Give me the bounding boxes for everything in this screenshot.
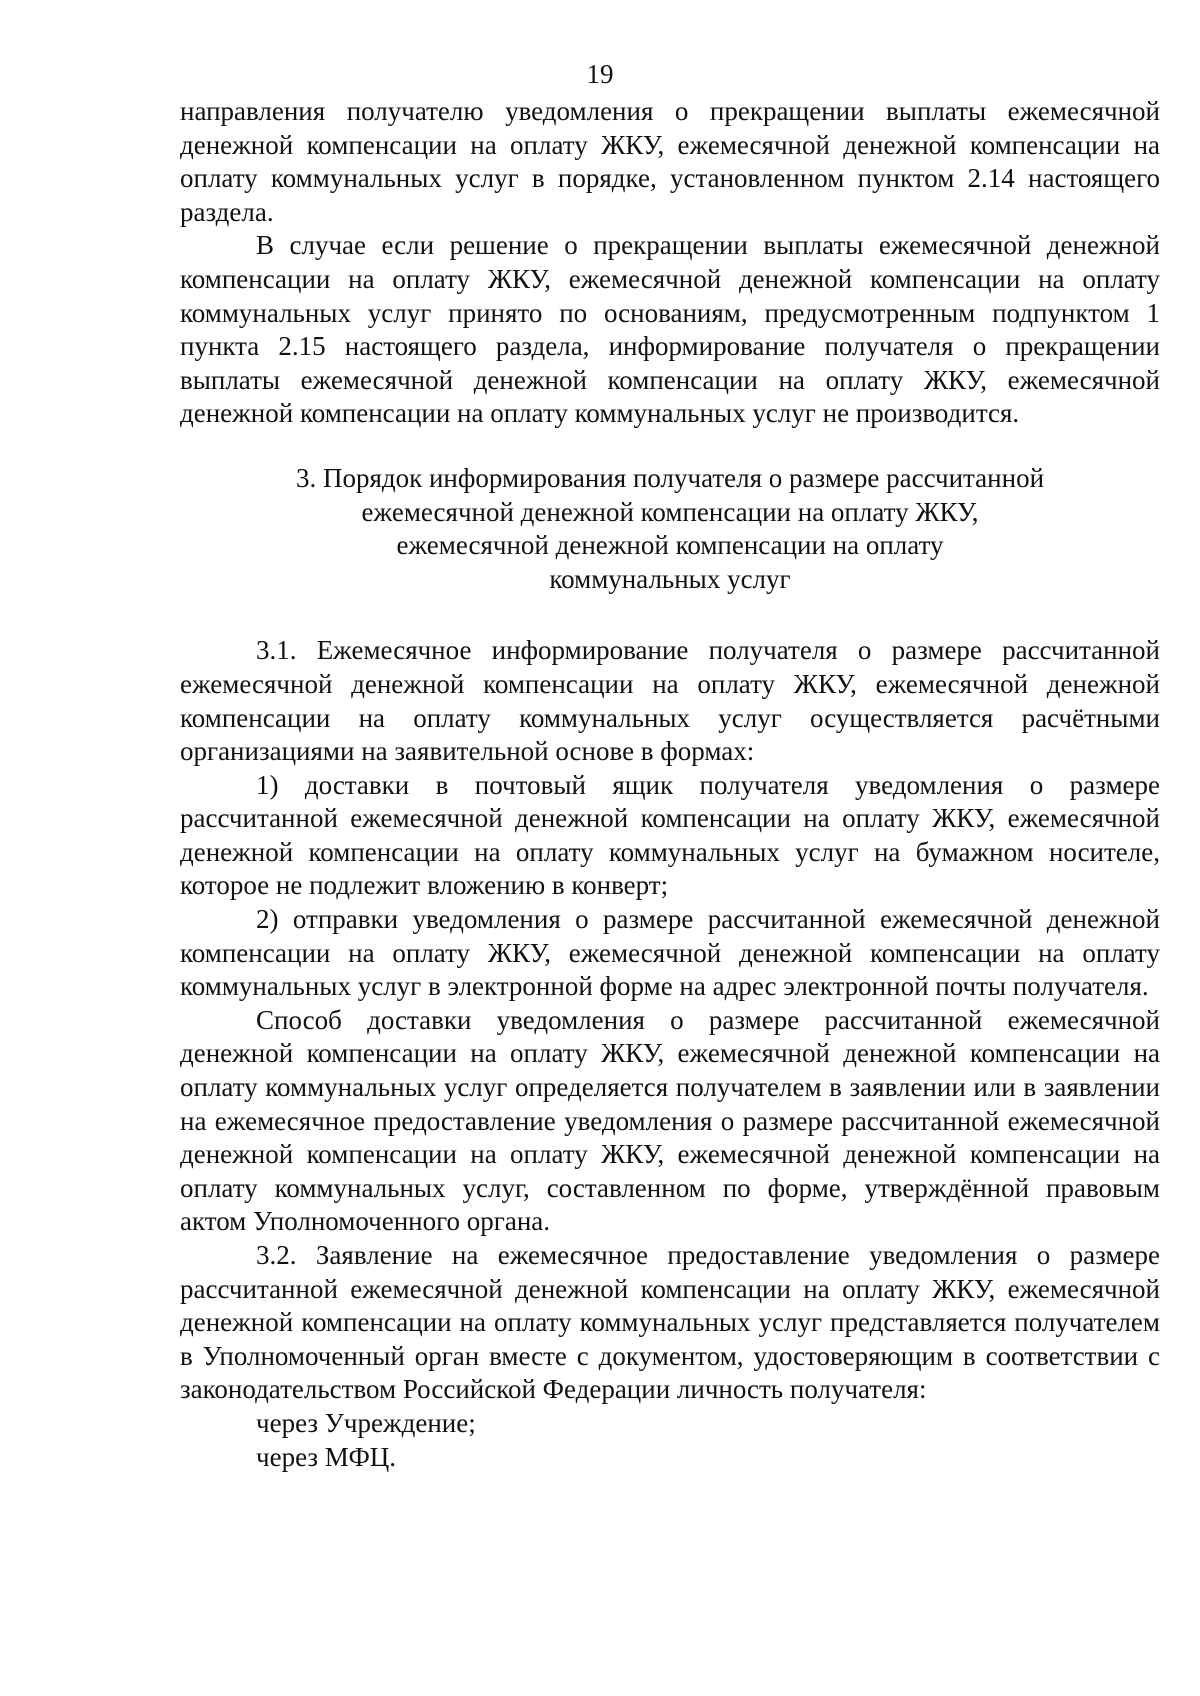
paragraph-3-2: 3.2. Заявление на ежемесячное предоставление уведомления о размере рассчитанной ежемесячной денежной компенсации на оплату ЖКУ, ежемесячной денежной компенсации на оплату коммунальных услуг представляется получателем в Уполномоченный орган вместе с документом, удостоверяющим в соответствии с законодательством Российской Федерации личность получателя: xyxy=(180,1240,1160,1405)
paragraph-item-1: 1) доставки в почтовый ящик получателя уведомления о размере рассчитанной ежемесячной денежной компенсации на оплату ЖКУ, ежемесячной денежной компенсации на оплату коммунальных услуг на бумажном носителе, которое не подлежит вложению в конверт; xyxy=(180,769,1160,901)
section-heading-line: 3. Порядок информирования получателя о размере рассчитанной xyxy=(295,462,1045,493)
page-number: 19 xyxy=(586,59,614,89)
list-item-mfc: через МФЦ. xyxy=(256,1441,397,1472)
list-item-institution: через Учреждение; xyxy=(256,1407,476,1438)
paragraph-continuation: направления получателю уведомления о прекращении выплаты ежемесячной денежной компенсации на оплату ЖКУ, ежемесячной денежной компенсации на оплату коммунальных услуг в порядке, установленном пунктом 2.14 настоящего раздела. xyxy=(180,96,1160,227)
section-heading-line: ежемесячной денежной компенсации на оплату ЖКУ, xyxy=(361,496,979,527)
section-heading-line: коммунальных услуг xyxy=(549,563,791,594)
paragraph-delivery-method: Способ доставки уведомления о размере рассчитанной ежемесячной денежной компенсации на оплату ЖКУ, ежемесячной денежной компенсации на оплату коммунальных услуг определяется получателем в заявлении или в заявлении на ежемесячное предоставление уведомления о размере рассчитанной ежемесячной денежной компенсации на оплату ЖКУ, ежемесячной денежной компенсации на оплату коммунальных услуг, составленном по форме, утверждённой правовым актом Уполномоченного органа. xyxy=(180,1004,1160,1237)
document-body xyxy=(180,95,1160,1474)
paragraph-3-1: 3.1. Ежемесячное информирование получателя о размере рассчитанной ежемесячной денежной компенсации на оплату ЖКУ, ежемесячной денежной компенсации на оплату коммунальных услуг осуществляется расчётными организациями на заявительной основе в формах: xyxy=(180,635,1160,767)
paragraph-termination-note: В случае если решение о прекращении выплаты ежемесячной денежной компенсации на оплату ЖКУ, ежемесячной денежной компенсации на оплату коммунальных услуг принято по основаниям, предусмотренным подпунктом 1 пункта 2.15 настоящего раздела, информирование получателя о прекращении выплаты ежемесячной денежной компенсации на оплату ЖКУ, ежемесячной денежной компенсации на оплату коммунальных услуг не производится. xyxy=(180,230,1160,429)
paragraph-item-2: 2) отправки уведомления о размере рассчитанной ежемесячной денежной компенсации на оплату ЖКУ, ежемесячной денежной компенсации на оплату коммунальных услуг в электронной форме на адрес электронной почты получателя. xyxy=(180,904,1160,1002)
section-heading-line: ежемесячной денежной компенсации на оплату xyxy=(396,530,944,561)
section-heading xyxy=(180,462,1160,596)
